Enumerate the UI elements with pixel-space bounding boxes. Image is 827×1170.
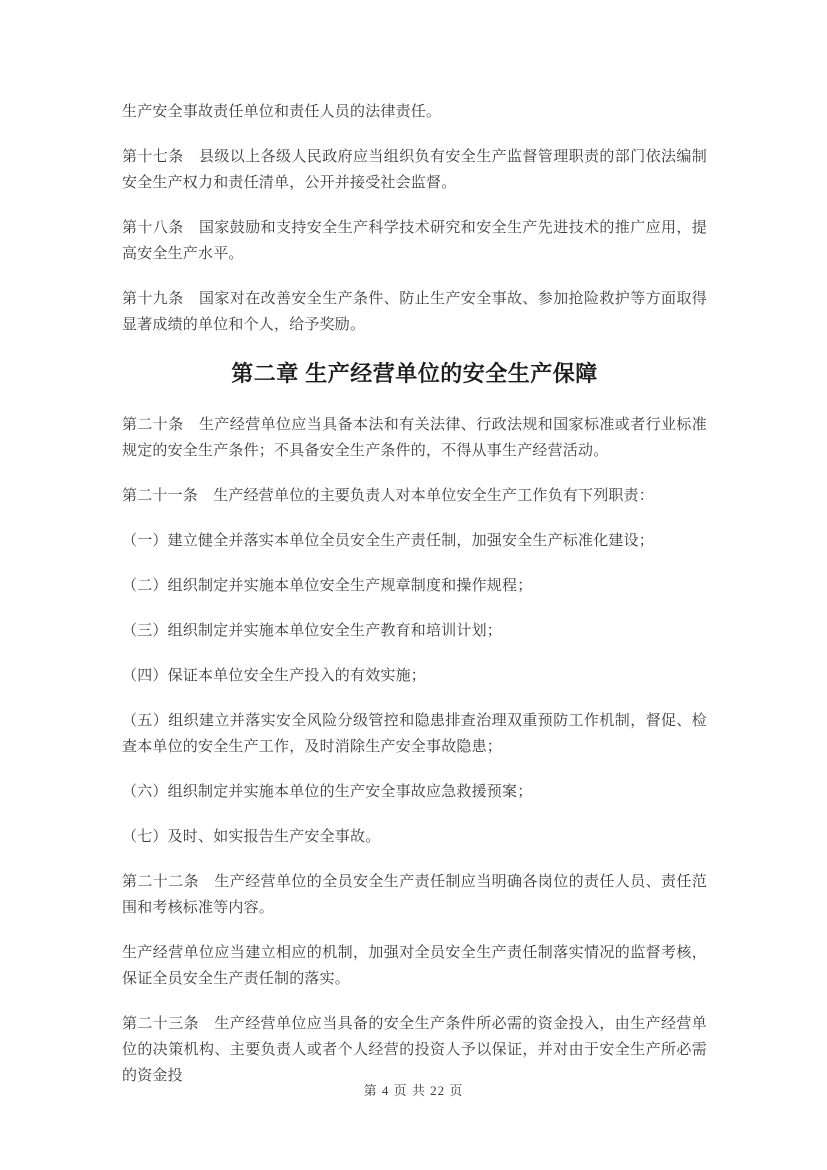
paragraph-article-20: 第二十条 生产经营单位应当具备本法和有关法律、行政法规和国家标准或者行业标准规定的安全生产条件；不具备安全生产条件的，不得从事生产经营活动。 [122,417,707,459]
paragraph-article-21-item-4: （四）保证本单位安全生产投入的有效实施； [122,668,427,684]
paragraph-article-21-item-3: （三）组织制定并实施本单位安全生产教育和培训计划； [122,623,503,639]
paragraph-article-21-item-5: （五）组织建立并落实安全风险分级管控和隐患排查治理双重预防工作机制，督促、检查本单位的安全生产工作，及时消除生产安全事故隐患； [122,713,707,755]
chapter-2-heading: 第二章 生产经营单位的安全生产保障 [231,361,598,386]
paragraph-article-21-item-2: （二）组织制定并实施本单位安全生产规章制度和操作规程； [122,578,533,594]
paragraph-article-21-item-6: （六）组织制定并实施本单位的生产安全事故应急救援预案； [122,784,533,800]
paragraph-article-17: 第十七条 县级以上各级人民政府应当组织负有安全生产监督管理职责的部门依法编制安全生产权力和责任清单，公开并接受社会监督。 [122,149,707,191]
paragraph-article-21-item-1: （一）建立健全并落实本单位全员安全生产责任制，加强安全生产标准化建设； [122,533,655,549]
paragraph-article-18: 第十八条 国家鼓励和支持安全生产科学技术研究和安全生产先进技术的推广应用，提高安全生产水平。 [122,220,707,262]
paragraph-article-21: 第二十一条 生产经营单位的主要负责人对本单位安全生产工作负有下列职责： [122,488,655,504]
paragraph-article-22: 第二十二条 生产经营单位的全员安全生产责任制应当明确各岗位的责任人员、责任范围和考核标准等内容。 [122,874,707,916]
paragraph-article-19: 第十九条 国家对在改善安全生产条件、防止生产安全事故、参加抢险救护等方面取得显著成绩的单位和个人，给予奖励。 [122,291,707,333]
document-body [122,99,707,1108]
paragraph-article-21-item-7: （七）及时、如实报告生产安全事故。 [122,829,381,845]
page-number-footer: 第 4 页 共 22 页 [363,1083,464,1098]
paragraph-article-22-part-2: 生产经营单位应当建立相应的机制，加强对全员安全生产责任制落实情况的监督考核，保证全员安全生产责任制的落实。 [122,945,707,987]
paragraph-article-16-continuation: 生产安全事故责任单位和责任人员的法律责任。 [122,104,442,120]
paragraph-article-23: 第二十三条 生产经营单位应当具备的安全生产条件所必需的资金投入，由生产经营单位的决策机构、主要负责人或者个人经营的投资人予以保证，并对由于安全生产所必需的资金投 [122,1016,707,1084]
